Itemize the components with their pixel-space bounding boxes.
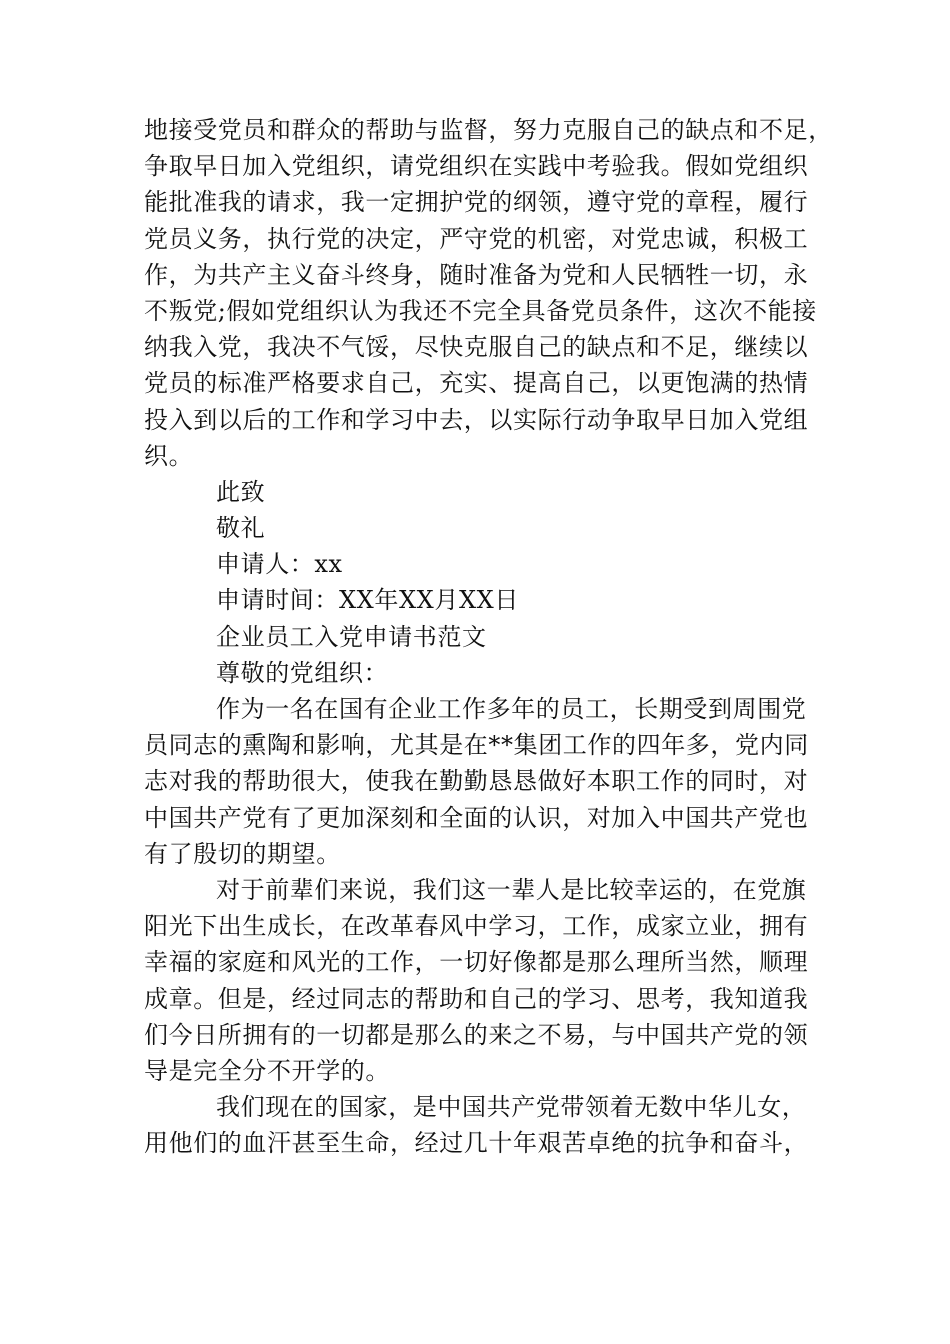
text-line: 幸福的家庭和风光的工作，一切好像都是那么理所当然，顺理: [144, 948, 809, 977]
section-title: 企业员工入党申请书范文: [216, 622, 487, 651]
paragraph-introduction: [144, 691, 809, 872]
text-line: 纳我入党，我决不气馁，尽快克服自己的缺点和不足，继续以: [144, 333, 809, 362]
text-line: 织。: [144, 441, 194, 470]
paragraph-nation: [144, 1089, 809, 1161]
text-line: 们今日所拥有的一切都是那么的来之不易，与中国共产党的领: [144, 1020, 809, 1049]
applicant-line: 申请人：xx: [216, 550, 343, 579]
closing-jing-li: 敬礼: [216, 514, 266, 543]
text-line: 志对我的帮助很大，使我在勤勤恳恳做好本职工作的同时，对: [144, 767, 809, 796]
text-line: 用他们的血汗甚至生命，经过几十年艰苦卓绝的抗争和奋斗，: [144, 1129, 809, 1158]
closing-ci-zhi: 此致: [216, 477, 266, 506]
text-line: 有了殷切的期望。: [144, 839, 341, 868]
text-line: 能批准我的请求，我一定拥护党的纲领，遵守党的章程，履行: [144, 188, 809, 217]
document-body: [144, 112, 833, 1161]
text-line: 导是完全分不开学的。: [144, 1056, 390, 1085]
text-line: 中国共产党有了更加深刻和全面的认识，对加入中国共产党也: [144, 803, 809, 832]
paragraph-generation: [144, 872, 809, 1089]
text-line: 阳光下出生成长，在改革春风中学习，工作，成家立业，拥有: [144, 912, 809, 941]
text-line: 党员义务，执行党的决定，严守党的机密，对党忠诚，积极工: [144, 224, 809, 253]
text-line: 地接受党员和群众的帮助与监督，努力克服自己的缺点和不足，: [144, 116, 833, 144]
text-line: 党员的标准严格要求自己，充实、提高自己，以更饱满的热情: [144, 369, 809, 398]
text-line: 作为一名在国有企业工作多年的员工，长期受到周围党: [216, 695, 807, 723]
salutation: 尊敬的党组织：: [216, 658, 389, 687]
text-line: 争取早日加入党组织，请党组织在实践中考验我。假如党组织: [144, 152, 809, 181]
paragraph-pledge: [144, 112, 833, 474]
text-line: 我们现在的国家，是中国共产党带领着无数中华儿女，: [216, 1093, 807, 1122]
text-line: 员同志的熏陶和影响，尤其是在**集团工作的四年多，党内同: [144, 731, 809, 760]
text-line: 投入到以后的工作和学习中去，以实际行动争取早日加入党组: [144, 405, 809, 434]
text-line: 作，为共产主义奋斗终身，随时准备为党和人民牺牲一切，永: [144, 260, 809, 289]
text-line: 成章。但是，经过同志的帮助和自己的学习、思考，我知道我: [144, 984, 809, 1013]
text-line: 对于前辈们来说，我们这一辈人是比较幸运的，在党旗: [216, 875, 807, 904]
apply-date-line: 申请时间：XX年XX月XX日: [216, 586, 519, 615]
text-line: 不叛党;假如党组织认为我还不完全具备党员条件，这次不能接: [144, 296, 817, 325]
